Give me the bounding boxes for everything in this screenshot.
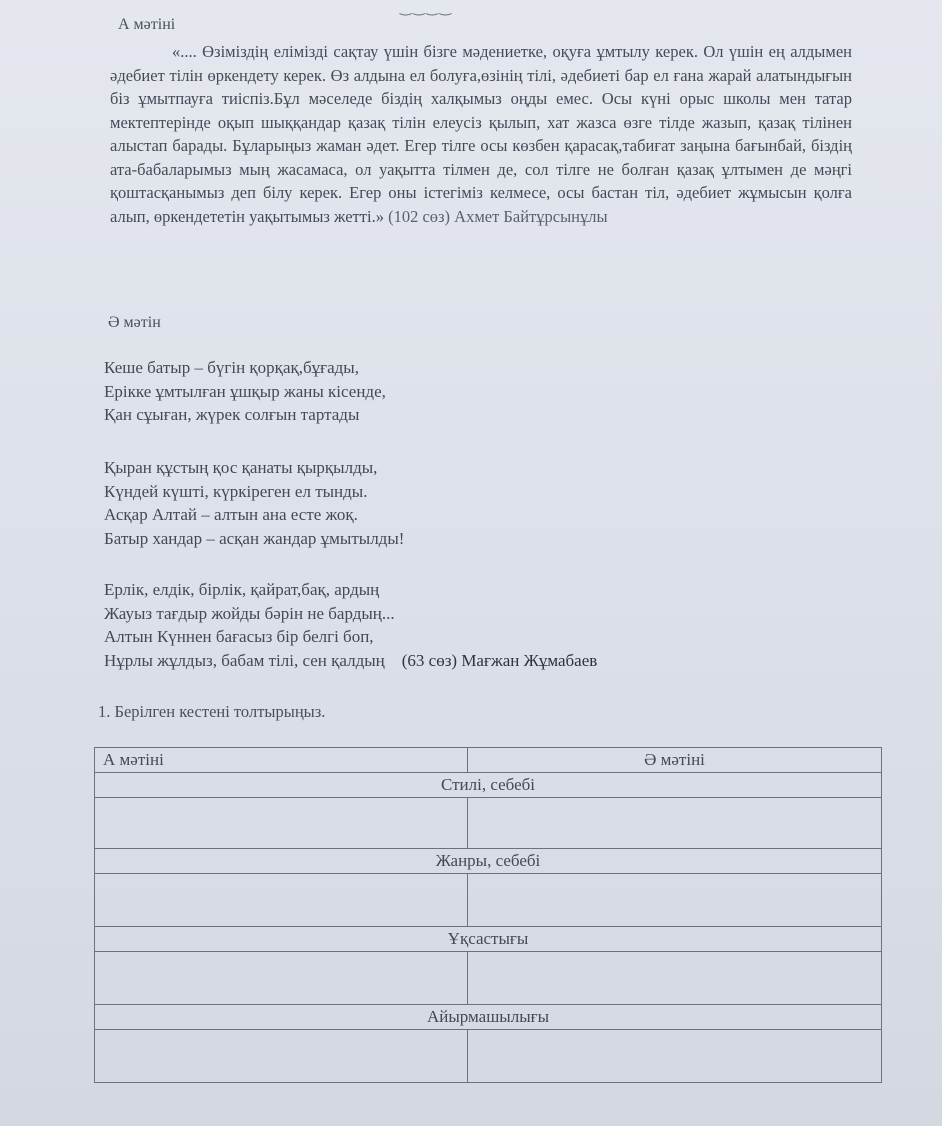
section-label-difference: Айырмашылығы xyxy=(95,1005,882,1030)
text-a-heading: А мәтіні xyxy=(118,16,176,33)
poem-line: Күндей күшті, күркіреген ел тынды. xyxy=(104,481,368,501)
section-row-style xyxy=(95,773,882,798)
text-b-source: (63 сөз) Мағжан Жұмабаев xyxy=(401,650,598,670)
answer-cell-a[interactable] xyxy=(95,798,468,849)
table-header-row xyxy=(95,748,882,773)
answer-cell-a[interactable] xyxy=(95,874,468,927)
text-a-paragraph xyxy=(110,40,852,228)
answer-row-style xyxy=(95,798,882,849)
poem-line: Ерікке ұмтылған ұшқыр жаны кісенде, xyxy=(104,381,386,401)
answer-cell-b[interactable] xyxy=(468,798,882,849)
poem-line-last xyxy=(104,649,597,673)
poem-stanza-3 xyxy=(104,578,597,672)
section-label-similarity: Ұқсастығы xyxy=(95,927,882,952)
answer-cell-b[interactable] xyxy=(468,874,882,927)
poem-line: Қыран құстың қос қанаты қырқылды, xyxy=(104,458,378,477)
section-row-difference xyxy=(95,1005,882,1030)
section-label-style: Стилі, себебі xyxy=(95,773,882,798)
section-row-similarity xyxy=(95,927,882,952)
section-row-genre xyxy=(95,849,882,874)
task-instruction: 1. Берілген кестені толтырыңыз. xyxy=(98,702,326,721)
answer-cell-a[interactable] xyxy=(95,1030,468,1083)
comparison-table xyxy=(94,747,882,1083)
poem-line: Кеше батыр – бүгін қорқақ,бұғады, xyxy=(104,358,359,377)
answer-cell-b[interactable] xyxy=(468,952,882,1005)
answer-row-difference xyxy=(95,1030,882,1083)
poem-line: Жауыз тағдыр жойды бәрін не бардың... xyxy=(104,603,395,623)
text-b-heading: Ә мәтін xyxy=(108,314,161,331)
poem-stanza-1 xyxy=(104,356,386,427)
text-a-body: «.... Өзіміздің елімізді сақтау үшін бізге мәдениетке, оқуға ұмтылу керек. Ол үшін ең алдымен әдебиет тілін өркендету керек. Өз алдына ел болуға,өзінің тілі, әдебиеті бар ел ғана жарай алатындығын біз ұмытпауға тиіспіз.Бұл мәселеде біздің халқымыз оңды емес. Осы күні орыс школы мен татар мектептерінде оқып шыққандар қазақ тілін елеусіз қылып, хат жазса өзге тілде жазып, қазақ тілінен алыстап барады. Бұларыңыз жаман әдет. Егер тілге осы көзбен қарасақ,табиғат заңына бағынбай, біздің ата-бабаларымыз мың жасамаса, ол уақытта тілмен де, сол тілге не болған қазақ ұлтымен де мәңгі қоштасқанымыз деп білу керек. Егер оны істегіміз келмесе, осы бастан тіл, әдебиет жұмысын қолға алып, өркендететін уақытымыз жетті.» xyxy=(110,42,852,226)
poem-line: Ерлік, елдік, бірлік, қайрат,бақ, ардың xyxy=(104,580,380,599)
answer-row-genre xyxy=(95,874,882,927)
answer-cell-b[interactable] xyxy=(468,1030,882,1083)
poem-line: Батыр хандар – асқан жандар ұмытылды! xyxy=(104,528,405,548)
section-label-genre: Жанры, себебі xyxy=(95,849,882,874)
poem-line: Қан сұыған, жүрек солғын тартады xyxy=(104,405,360,424)
answer-cell-a[interactable] xyxy=(95,952,468,1005)
column-header-a: А мәтіні xyxy=(95,748,468,773)
poem-stanza-2 xyxy=(104,456,404,550)
poem-line-text: Нұрлы жұлдыз, бабам тілі, сен қалдың xyxy=(104,650,385,670)
poem-line: Асқар Алтай – алтын ана есте жоқ. xyxy=(104,505,358,524)
cropped-top-text: ‿‿‿‿ xyxy=(400,1,454,16)
text-a-source: (102 сөз) Ахмет Байтұрсынұлы xyxy=(388,206,608,226)
column-header-b: Ә мәтіні xyxy=(468,748,882,773)
poem-line: Алтын Күннен бағасыз бір белгі боп, xyxy=(104,627,374,646)
answer-row-similarity xyxy=(95,952,882,1005)
